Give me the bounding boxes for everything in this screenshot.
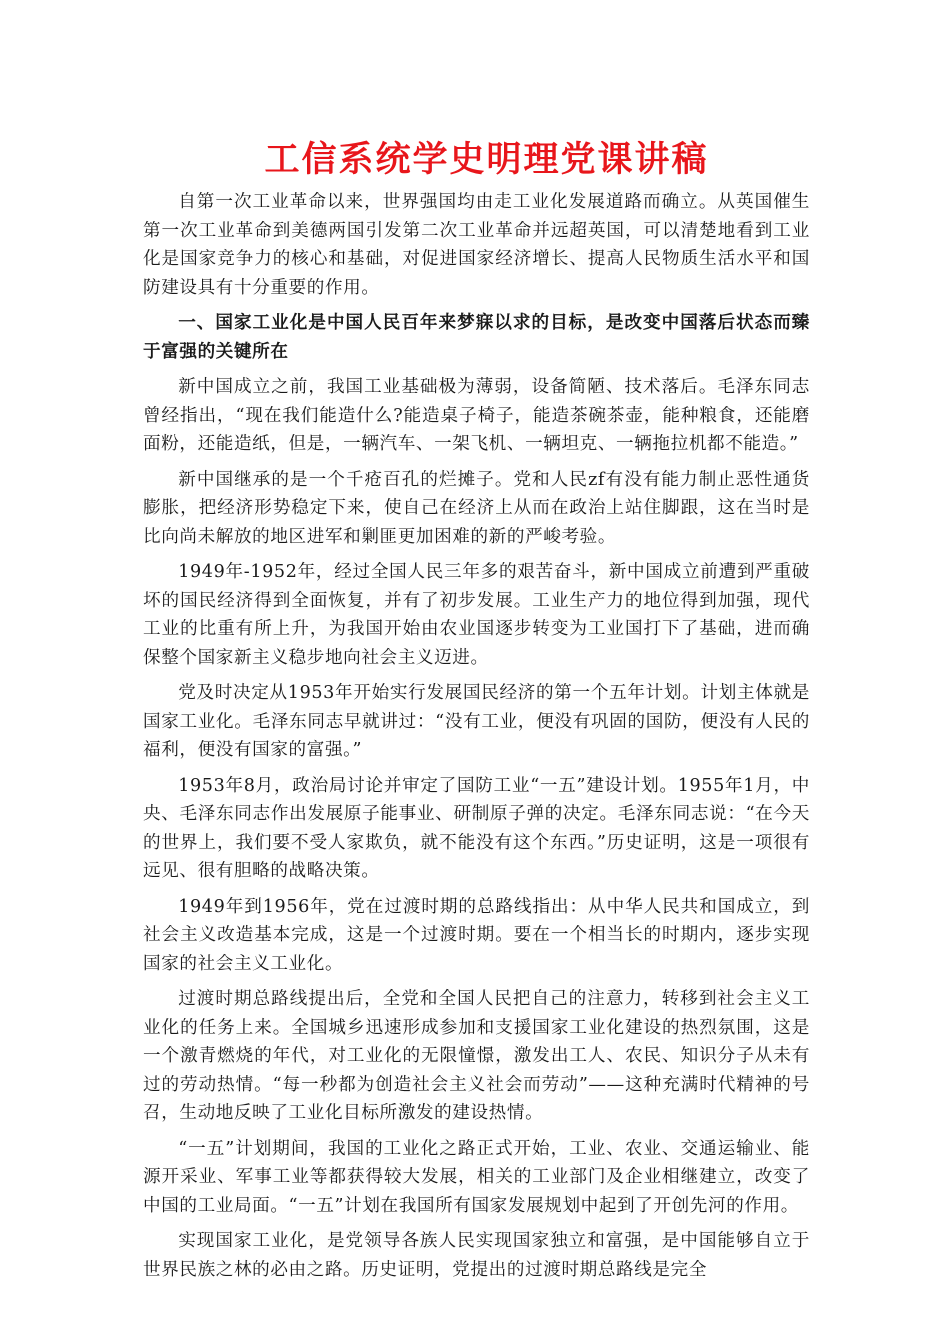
body-paragraph: 新中国继承的是一个千疮百孔的烂摊子。党和人民zf有没有能力制止恶性通货膨胀，把经济形势稳定下来，使自己在经济上从而在政治上站住脚跟，这在当时是比向尚未解放的地区进军和剿匪更加困难的新的严峻考验。 (143, 469, 810, 547)
intro-paragraph: 自第一次工业革命以来，世界强国均由走工业化发展道路而确立。从英国催生第一次工业革命到美德两国引发第二次工业革命并远超英国，可以清楚地看到工业化是国家竞争力的核心和基础，对促进国家经济增长、提高人民物质生活水平和国防建设具有十分重要的作用。 (143, 192, 810, 298)
body-paragraph: 新中国成立之前，我国工业基础极为薄弱，设备简陋、技术落后。毛泽东同志曾经指出，“现在我们能造什么?能造桌子椅子，能造茶碗茶壶，能种粮食，还能磨面粉，还能造纸，但是，一辆汽车、一架飞机、一辆坦克、一辆拖拉机都不能造。” (143, 377, 810, 454)
body-paragraph: “一五”计划期间，我国的工业化之路正式开始，工业、农业、交通运输业、能源开采业、军事工业等都获得较大发展，相关的工业部门及企业相继建立，改变了中国的工业局面。“一五”计划在我国所有国家发展规划中起到了开创先河的作用。 (143, 1138, 810, 1216)
section-heading: 一、国家工业化是中国人民百年来梦寐以求的目标，是改变中国落后状态而臻于富强的关键所在 (143, 313, 810, 362)
body-paragraph: 过渡时期总路线提出后，全党和全国人民把自己的注意力，转移到社会主义工业化的任务上来。全国城乡迅速形成参加和支援国家工业化建设的热烈氛围，这是一个激青燃烧的年代，对工业化的无限憧憬，激发出工人、农民、知识分子从未有过的劳动热情。“每一秒都为创造社会主义社会而劳动”——这种充满时代精神的号召，生动地反映了工业化目标所激发的建设热情。 (143, 989, 810, 1123)
body-paragraph: 1949年-1952年，经过全国人民三年多的艰苦奋斗，新中国成立前遭到严重破坏的国民经济得到全面恢复，并有了初步发展。工业生产力的地位得到加强，现代工业的比重有所上升，为我国开始由农业国逐步转变为工业国打下了基础，进而确保整个国家新主义稳步地向社会主义迈进。 (143, 562, 810, 668)
document-title: 工信系统学史明理党课讲稿 (264, 139, 709, 180)
body-paragraph: 1949年到1956年，党在过渡时期的总路线指出：从中华人民共和国成立，到社会主义改造基本完成，这是一个过渡时期。要在一个相当长的时期内，逐步实现国家的社会主义工业化。 (143, 896, 810, 974)
body-paragraph: 1953年8月，政治局讨论并审定了国防工业“一五”建设计划。1955年1月，中央、毛泽东同志作出发展原子能事业、研制原子弹的决定。毛泽东同志说：“在今天的世界上，我们要不受人家欺负，就不能没有这个东西。”历史证明，这是一项很有远见、很有胆略的战略决策。 (143, 775, 810, 881)
body-paragraph: 实现国家工业化，是党领导各族人民实现国家独立和富强，是中国能够自立于世界民族之林的必由之路。历史证明，党提出的过渡时期总路线是完全 (143, 1231, 810, 1280)
body-paragraph: 党及时决定从1953年开始实行发展国民经济的第一个五年计划。计划主体就是国家工业化。毛泽东同志早就讲过：“没有工业，便没有巩固的国防，便没有人民的福利，便没有国家的富强。” (143, 683, 810, 760)
